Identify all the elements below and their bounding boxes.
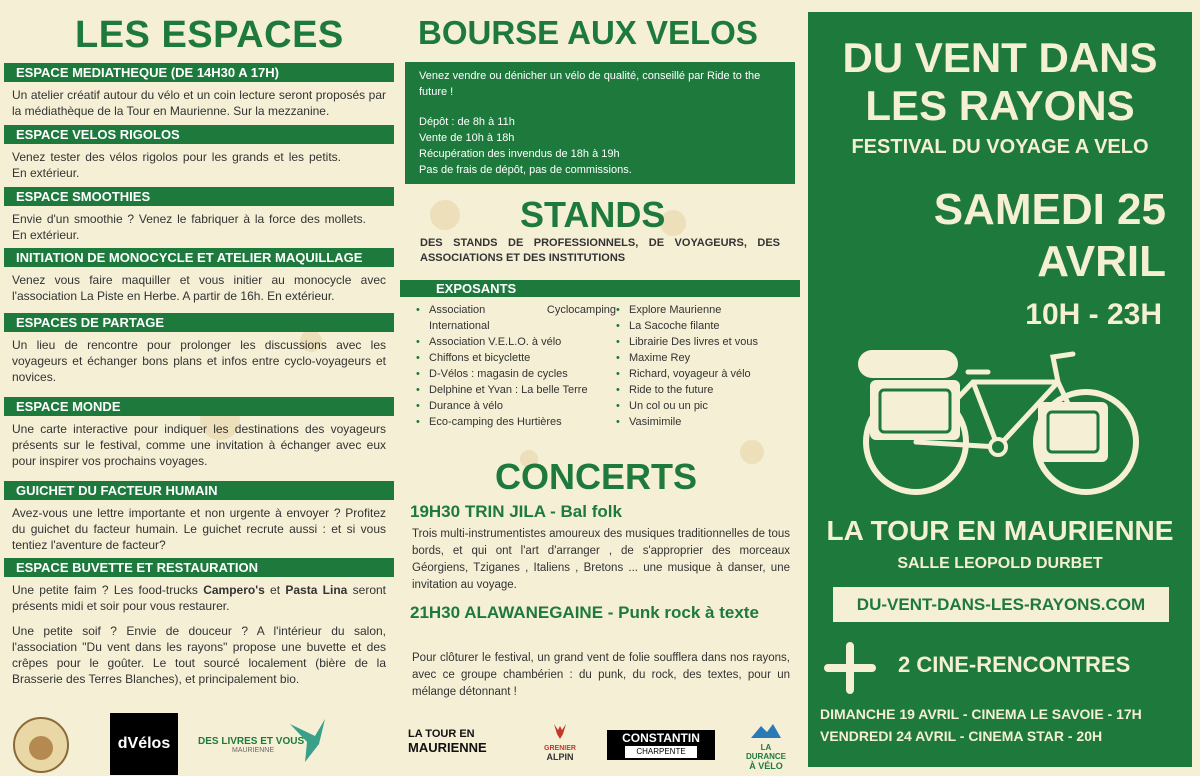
festival-panel (808, 12, 1192, 767)
section-heading: ESPACE BUVETTE ET RESTAURATION (4, 558, 394, 577)
festival-hours: 10H - 23H (1025, 298, 1162, 331)
list-item: • Association Cyclocamping International (414, 302, 616, 334)
cooperative-logo (12, 716, 70, 774)
section-heading: ESPACES DE PARTAGE (4, 313, 394, 332)
grenier-alpin-logo: GRENIER ALPIN (540, 722, 580, 762)
deer-icon (550, 722, 570, 740)
list-item: • Association V.E.L.O. à vélo (414, 334, 616, 350)
section-text: Envie d'un smoothie ? Venez le fabriquer à la force des mollets. En extérieur. (12, 212, 366, 242)
bourse-line: Pas de frais de dépôt, pas de commissions. (419, 164, 632, 176)
exposants-list-2 (614, 302, 794, 430)
list-item: • Durance à vélo (414, 398, 616, 414)
concert-1-heading: 19H30 TRIN JILA - Bal folk (410, 502, 622, 521)
bourse-line: Dépôt : de 8h à 11h (419, 116, 515, 128)
section-text: Une carte interactive pour indiquer les destinations des voyageurs présents sur le festival, comme une invitation à échanger avec eux pour inspirer vos prochains voyages. (12, 422, 386, 468)
exposants-list-1 (414, 302, 616, 430)
list-item: • La Sacoche filante (614, 318, 794, 334)
sponsor-logos (0, 708, 806, 776)
concert-2-text: Pour clôturer le festival, un grand vent de folie soufflera dans nos rayons, avec ce groupe chambérien : du punk, du rock, des textes, pour un mélange détonnant ! (412, 652, 790, 698)
hummingbird-icon (285, 714, 331, 764)
constantin-charpente-logo: CONSTANTIN CHARPENTE (607, 730, 715, 760)
bourse-line: Venez vendre ou dénicher un vélo de qualité, conseillé par Ride to the future ! (419, 70, 761, 98)
des-livres-et-vous-logo: DES LIVRES ET VOUS MAURIENNE (198, 736, 305, 754)
list-item: • Delphine et Yvan : La belle Terre (414, 382, 616, 398)
list-item: • Vasimimile (614, 414, 794, 430)
cine-session-2: VENDREDI 24 AVRIL - CINEMA STAR - 20H (820, 728, 1103, 744)
section-heading: ESPACE MONDE (4, 397, 394, 416)
section-text: Avez-vous une lettre importante et non urgente à envoyer ? Profitez du guichet du facteur humain. Le guichet recrute aussi : et si vous tentiez l'aventure de facteur? (12, 506, 386, 552)
list-item: • Chiffons et bicyclette (414, 350, 616, 366)
section-heading: GUICHET DU FACTEUR HUMAIN (4, 481, 394, 500)
festival-title: DU VENT DANS LES RAYONS (842, 34, 1158, 129)
bourse-line: Vente de 10h à 18h (419, 132, 515, 144)
espaces-title: LES ESPACES (75, 14, 344, 56)
section-text: Venez tester des vélos rigolos pour les grands et les petits. En extérieur. (12, 150, 341, 180)
concert-2-heading: 21H30 ALAWANEGAINE - Punk rock à texte (410, 603, 759, 622)
section-monde (4, 397, 394, 469)
section-heading: ESPACE MEDIATHEQUE (DE 14H30 A 17H) (4, 63, 394, 82)
date-month: AVRIL (1037, 237, 1166, 286)
cine-session-1: DIMANCHE 19 AVRIL - CINEMA LE SAVOIE - 17H (820, 706, 1142, 722)
section-velos-rigolos (4, 125, 394, 181)
section-text: Un lieu de rencontre pour prolonger les discussions avec les voyageurs et échanger bons plans et infos entre cyclo-voyageurs et novices. (12, 338, 386, 384)
section-text: Un atelier créatif autour du vélo et un coin lecture seront proposés par la médiathèque de la Tour en Maurienne. Sur la mezzanine. (12, 88, 386, 118)
festival-date (934, 184, 1166, 288)
section-buvette (4, 558, 394, 687)
section-heading: INITIATION DE MONOCYCLE ET ATELIER MAQUILLAGE (4, 248, 394, 267)
section-facteur (4, 481, 394, 553)
section-partage (4, 313, 394, 385)
stands-title: STANDS (520, 194, 666, 235)
festival-subtitle: FESTIVAL DU VOYAGE A VELO (851, 136, 1149, 158)
section-heading: ESPACE SMOOTHIES (4, 187, 394, 206)
date-day: SAMEDI 25 (933, 185, 1166, 234)
festival-url[interactable]: DU-VENT-DANS-LES-RAYONS.COM (833, 587, 1169, 622)
list-item: • Eco-camping des Hurtières (414, 414, 616, 430)
dvelos-logo: dVélos (110, 713, 178, 775)
list-item: • Explore Maurienne (614, 302, 794, 318)
bourse-line: Récupération des invendus de 18h à 19h (419, 148, 620, 160)
cine-rencontres: 2 CINE-RENCONTRES (898, 652, 1131, 677)
section-mediatheque (4, 63, 394, 119)
section-smoothies (4, 187, 394, 243)
espaces-column (0, 0, 395, 700)
stands-subtitle: DES STANDS DE PROFESSIONNELS, DE VOYAGEURS, DES ASSOCIATIONS ET DES INSTITUTIONS (420, 237, 780, 264)
list-item: • Maxime Rey (614, 350, 794, 366)
list-item: • Ride to the future (614, 382, 794, 398)
exposants-heading: EXPOSANTS (400, 280, 800, 297)
list-item: • Richard, voyageur à vélo (614, 366, 794, 382)
bourse-title: BOURSE AUX VELOS (418, 14, 758, 51)
la-tour-en-maurienne-logo: LA TOUR EN MAURIENNE (408, 728, 487, 755)
la-durance-a-velo-logo: LA DURANCE À VÉLO (741, 722, 791, 771)
list-item: • Librairie Des livres et vous (614, 334, 794, 350)
section-heading: ESPACE VELOS RIGOLOS (4, 125, 394, 144)
section-text: Venez vous faire maquiller et vous initier au monocycle avec l'association La Piste en Herbe. A partir de 16h. En extérieur. (12, 273, 386, 303)
list-item: • D-Vélos : magasin de cycles (414, 366, 616, 382)
plus-icon (822, 640, 878, 696)
bicycle-illustration (858, 342, 1148, 502)
section-text: Une petite faim ? Les food-trucks Campero's et Pasta Lina seront présents midi et soir pour vous restaurer. (12, 583, 387, 613)
list-item: • Un col ou un pic (614, 398, 794, 414)
concert-1-text: Trois multi-instrumentistes amoureux des musiques traditionnelles de tous bords, et qui ont l'art d'arranger , de s'approprier des morceaux Géorgiens, Tziganes , Italiens , Bretons ... une musique à danser, une invitation au voyage. (412, 528, 790, 591)
festival-hall: SALLE LEOPOLD DURBET (897, 555, 1103, 572)
section-monocycle (4, 248, 394, 304)
festival-place: LA TOUR EN MAURIENNE (826, 515, 1174, 546)
bourse-box (405, 62, 795, 184)
section-text-2: Une petite soif ? Envie de douceur ? A l'intérieur du salon, l'association "Du vent dans les rayons" propose une buvette et des crêpes pour le goûter. Le tout sourcé localement (bière de la Brasserie des Terres Blanches), et principalement bio. (12, 624, 386, 686)
concerts-title: CONCERTS (495, 456, 698, 497)
middle-column (400, 0, 802, 705)
mountain-icon (751, 722, 781, 738)
